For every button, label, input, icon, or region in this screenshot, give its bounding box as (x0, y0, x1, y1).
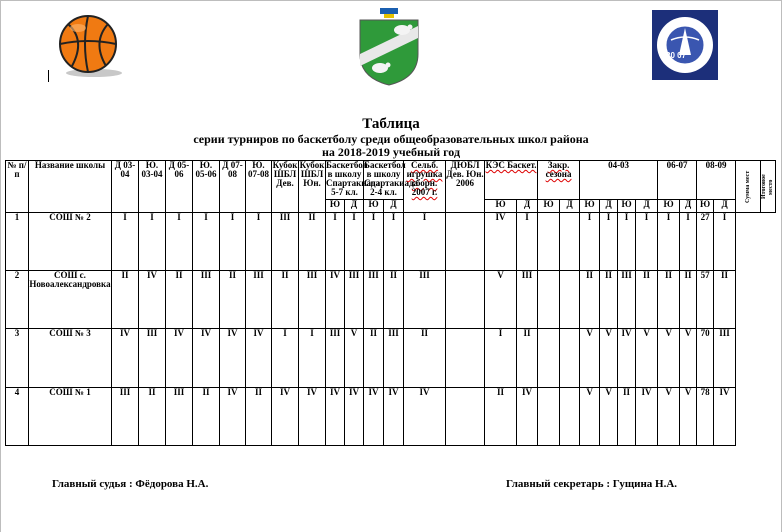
header-num: № п/п (6, 161, 29, 213)
sum-cell: 57 (697, 271, 714, 329)
header-cup-boys: Кубок ШБЛ Юн. (299, 161, 326, 213)
result-cell: V (580, 387, 600, 445)
result-cell: III (112, 387, 139, 445)
result-cell: IV (299, 387, 326, 445)
result-cell: I (658, 212, 680, 270)
result-cell: I (246, 212, 272, 270)
header-08-09: 08-09 (697, 161, 736, 200)
header-sub-girls: Д (384, 200, 404, 213)
result-cell (560, 271, 580, 329)
header-sub-girls: Д (680, 200, 697, 213)
result-cell: III (364, 271, 384, 329)
header-sub-girls: Д (600, 200, 618, 213)
results-table (5, 160, 776, 446)
result-cell: I (193, 212, 220, 270)
header-sub-girls: Д (517, 200, 538, 213)
result-cell: I (618, 212, 636, 270)
header-sub-boys: Ю (580, 200, 600, 213)
result-cell: II (166, 271, 193, 329)
result-cell: III (272, 212, 299, 270)
result-cell: IV (384, 387, 404, 445)
header-girls-07-08: Д 07-08 (220, 161, 246, 213)
result-cell: II (404, 329, 446, 387)
result-cell: III (517, 271, 538, 329)
result-cell: I (345, 212, 364, 270)
row-school-name: СОШ № 2 (29, 212, 112, 270)
header-final-place: Итоговое место (761, 161, 776, 213)
result-cell: II (658, 271, 680, 329)
result-cell: IV (193, 329, 220, 387)
result-cell: IV (345, 387, 364, 445)
row-num: 1 (6, 212, 29, 270)
row-school-name: СОШ с. Новоалександровка (29, 271, 112, 329)
header-boys-03-04: Ю. 03-04 (139, 161, 166, 213)
result-cell: IV (404, 387, 446, 445)
chief-secretary-signature: Главный секретарь : Гущина Н.А. (506, 478, 678, 490)
result-cell: IV (326, 387, 345, 445)
title-block (0, 116, 782, 159)
result-cell: V (636, 329, 658, 387)
result-cell (446, 271, 485, 329)
result-cell: II (139, 387, 166, 445)
result-cell: III (404, 271, 446, 329)
result-cell: III (193, 271, 220, 329)
header-girls-05-06: Д 05-06 (166, 161, 193, 213)
result-cell (446, 329, 485, 387)
result-cell: II (384, 271, 404, 329)
result-cell: IV (618, 329, 636, 387)
result-cell (538, 212, 560, 270)
result-cell: IV (272, 387, 299, 445)
header-sub-boys: Ю (326, 200, 345, 213)
result-cell: IV (220, 329, 246, 387)
row-num: 2 (6, 271, 29, 329)
result-cell (538, 387, 560, 445)
result-cell (538, 271, 560, 329)
header-sub-boys: Ю (538, 200, 560, 213)
result-cell: V (600, 387, 618, 445)
result-cell: V (658, 329, 680, 387)
result-cell: I (139, 212, 166, 270)
header-selection-2007: Сельб. игрушка сборн. 2007 г. (404, 161, 446, 213)
header-sub-girls: Д (714, 200, 736, 213)
result-cell (560, 329, 580, 387)
result-cell: III (139, 329, 166, 387)
result-cell: V (658, 387, 680, 445)
chief-judge-signature: Главный судья : Фёдорова Н.А. (52, 478, 209, 490)
result-cell: IV (246, 329, 272, 387)
result-cell: III (166, 387, 193, 445)
result-cell: IV (636, 387, 658, 445)
result-cell: IV (166, 329, 193, 387)
result-cell: I (600, 212, 618, 270)
result-cell: IV (139, 271, 166, 329)
result-cell: II (193, 387, 220, 445)
result-cell: III (246, 271, 272, 329)
result-cell: I (112, 212, 139, 270)
result-cell: V (345, 329, 364, 387)
federation-logo (652, 10, 718, 80)
table-row (6, 329, 776, 387)
place-cell: II (714, 271, 736, 329)
result-cell: III (384, 329, 404, 387)
result-cell: II (364, 329, 384, 387)
header-boys-07-08: Ю. 07-08 (246, 161, 272, 213)
result-cell: II (580, 271, 600, 329)
header-06-07: 06-07 (658, 161, 697, 200)
result-cell: I (326, 212, 345, 270)
result-cell: III (618, 271, 636, 329)
result-cell (446, 387, 485, 445)
result-cell: V (580, 329, 600, 387)
place-cell: IV (714, 387, 736, 445)
header-04-03: 04-03 (580, 161, 658, 200)
result-cell: I (166, 212, 193, 270)
result-cell (560, 212, 580, 270)
row-school-name: СОШ № 1 (29, 387, 112, 445)
result-cell: III (326, 329, 345, 387)
header-season-closing: Закр. сезона (538, 161, 580, 200)
result-cell: V (680, 387, 697, 445)
result-cell: II (485, 387, 517, 445)
result-cell: I (384, 212, 404, 270)
result-cell (538, 329, 560, 387)
place-cell: I (714, 212, 736, 270)
header-dyubl-2006: ДЮБЛ Дев. Юн. 2006 (446, 161, 485, 213)
basketball-logo (52, 12, 132, 78)
page-border-top (0, 0, 782, 1)
header-sub-girls: Д (636, 200, 658, 213)
result-cell: II (246, 387, 272, 445)
header-girls-03-04: Д 03-04 (112, 161, 139, 213)
result-cell: I (517, 212, 538, 270)
result-cell: V (600, 329, 618, 387)
result-cell: II (517, 329, 538, 387)
result-cell: I (364, 212, 384, 270)
result-cell: IV (364, 387, 384, 445)
sum-cell: 27 (697, 212, 714, 270)
header-spartakiad-2-4: Баскетбол в школу Спартакиада 2-4 кл. (364, 161, 404, 200)
result-cell: V (485, 271, 517, 329)
result-cell: IV (326, 271, 345, 329)
header-sub-boys: Ю (364, 200, 384, 213)
header-sub-boys: Ю (697, 200, 714, 213)
result-cell: IV (485, 212, 517, 270)
page-subtitle-1: серии турниров по баскетболу среди общеобразовательных школ района (193, 132, 589, 146)
page-title: Таблица (362, 116, 420, 132)
result-cell (560, 387, 580, 445)
result-cell: I (680, 212, 697, 270)
result-cell: II (220, 271, 246, 329)
result-cell: III (345, 271, 364, 329)
result-cell: II (680, 271, 697, 329)
table-row (6, 212, 776, 270)
header-sub-girls: Д (560, 200, 580, 213)
result-cell: IV (112, 329, 139, 387)
result-cell: II (112, 271, 139, 329)
row-school-name: СОШ № 3 (29, 329, 112, 387)
text-cursor (48, 70, 49, 82)
result-cell: III (299, 271, 326, 329)
coat-of-arms-logo (358, 8, 420, 86)
header-sum-places: Сумма мест (736, 161, 761, 213)
result-cell: I (580, 212, 600, 270)
header-sub-boys: Ю (618, 200, 636, 213)
header-boys-05-06: Ю. 05-06 (193, 161, 220, 213)
result-cell: II (618, 387, 636, 445)
result-cell: IV (517, 387, 538, 445)
table-row (6, 387, 776, 445)
header-school-name: Название школы (29, 161, 112, 213)
result-cell: IV (220, 387, 246, 445)
result-cell: II (636, 271, 658, 329)
sum-cell: 78 (697, 387, 714, 445)
header-cup-girls: Кубок ШБЛ Дев. (272, 161, 299, 213)
header-kes-basket: КЭС Баскет. (485, 161, 538, 200)
header-sub-girls: Д (345, 200, 364, 213)
result-cell: I (299, 329, 326, 387)
page-border-left (0, 0, 1, 532)
header-sub-boys: Ю (658, 200, 680, 213)
header-sub-boys: Ю (485, 200, 517, 213)
row-num: 3 (6, 329, 29, 387)
row-num: 4 (6, 387, 29, 445)
result-cell: I (404, 212, 446, 270)
result-cell: II (299, 212, 326, 270)
result-cell (446, 212, 485, 270)
page-subtitle-2: на 2018-2019 учебный год (321, 145, 461, 159)
place-cell: III (714, 329, 736, 387)
result-cell: I (485, 329, 517, 387)
federation-logo-text: 20 07 (666, 51, 687, 60)
result-cell: I (272, 329, 299, 387)
result-cell: I (220, 212, 246, 270)
table-row (6, 271, 776, 329)
header-spartakiad-5-7: Баскетбол в школу Спартакиада 5-7 кл. (326, 161, 364, 200)
result-cell: I (636, 212, 658, 270)
result-cell: II (600, 271, 618, 329)
sum-cell: 70 (697, 329, 714, 387)
result-cell: II (272, 271, 299, 329)
result-cell: V (680, 329, 697, 387)
